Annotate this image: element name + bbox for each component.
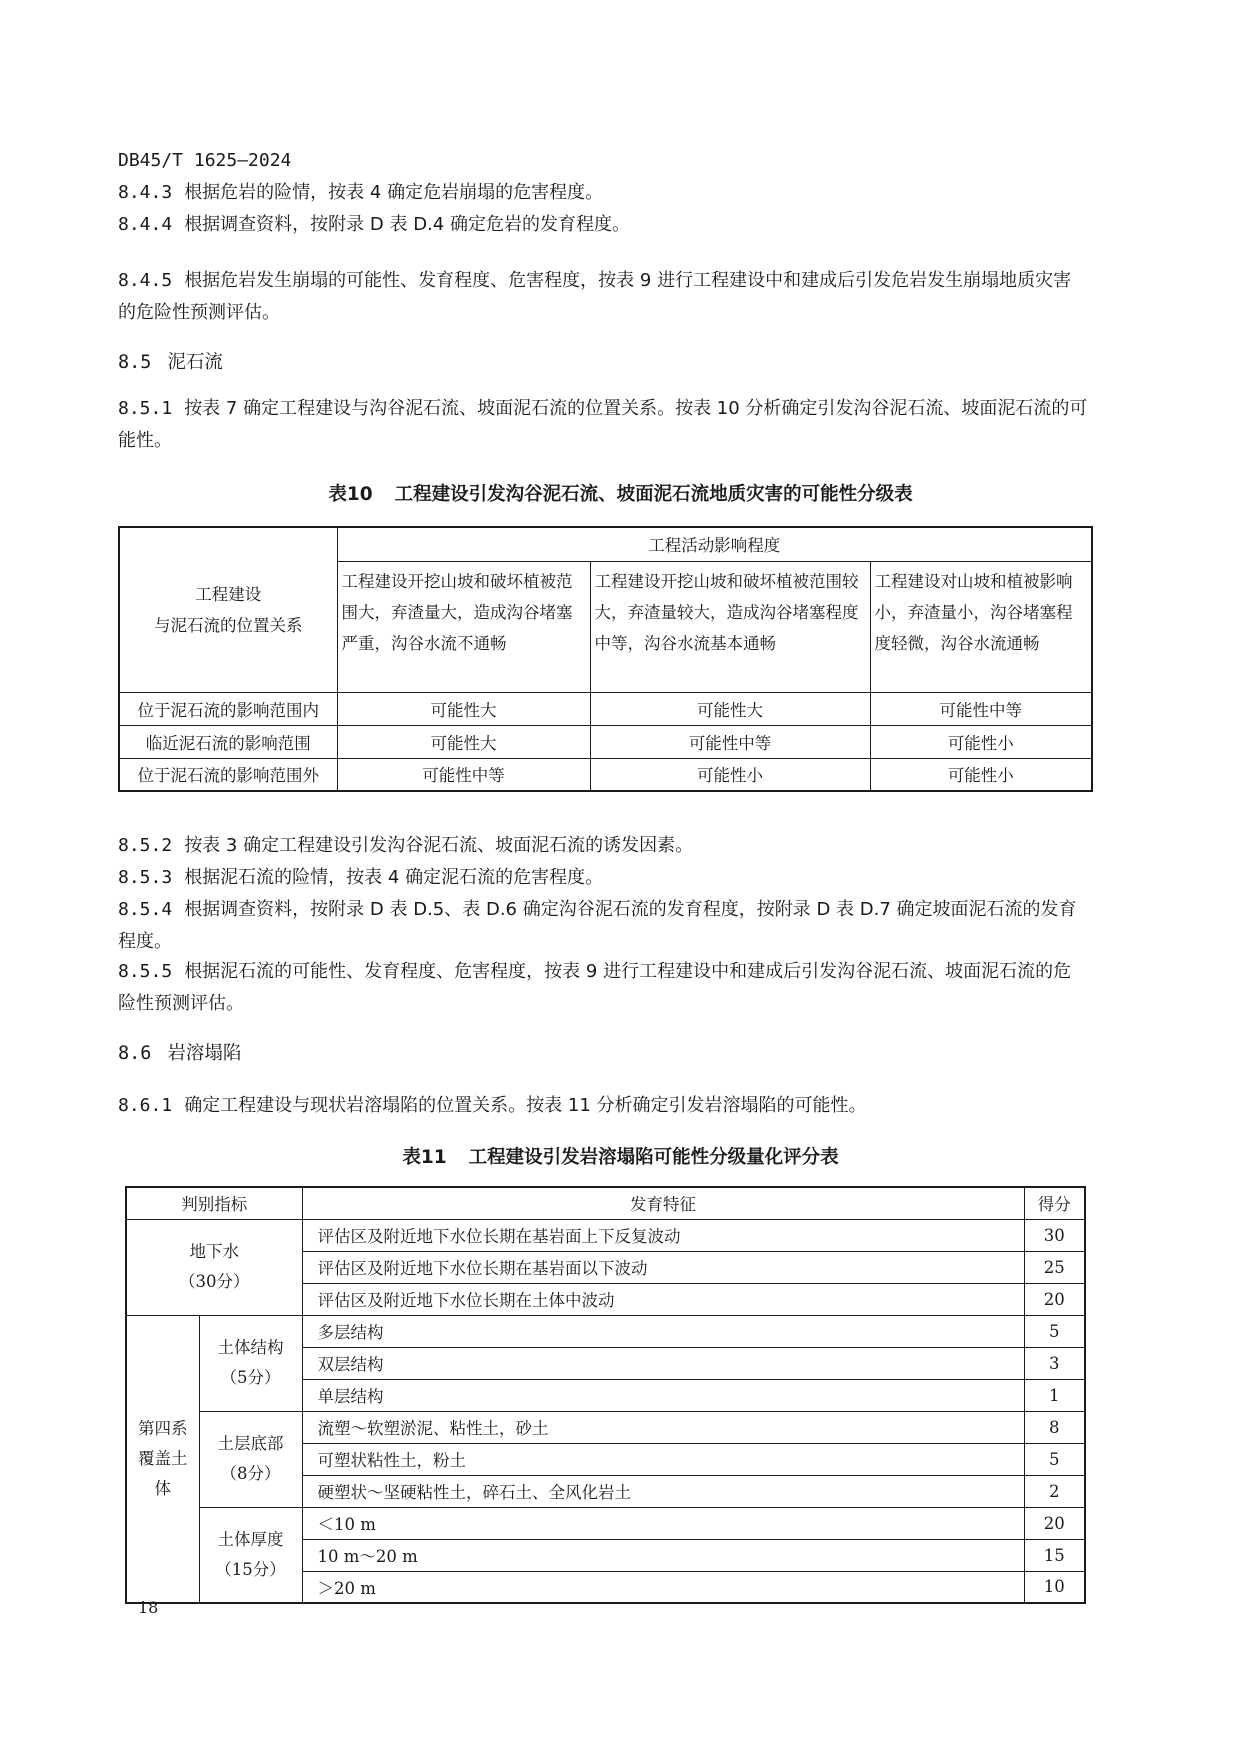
clause-text: 按表 7 确定工程建设与沟谷泥石流、坡面泥石流的位置关系。按表 10 分析确定引发沟谷泥石流、坡面泥石流的可能性。 xyxy=(118,398,1088,451)
row-header-line1: 工程建设 xyxy=(195,584,262,604)
feature-cell: 可塑状粘性土，粉土 xyxy=(302,1443,1024,1475)
para-8-5-3 xyxy=(118,862,1088,894)
feature-cell: 评估区及附近地下水位长期在基岩面上下反复波动 xyxy=(302,1219,1024,1251)
clause-text: 根据调查资料，按附录 D 表 D.5、表 D.6 确定沟谷泥石流的发育程度，按附录 D 表 D.7 确定坡面泥石流的发育程度。 xyxy=(118,899,1077,952)
table-cell: 可能性中等 xyxy=(337,758,590,791)
cover-soil-label xyxy=(126,1315,199,1603)
label-line: （15分） xyxy=(215,1559,286,1579)
label-line: 体 xyxy=(154,1478,171,1498)
para-8-5-2 xyxy=(118,830,1088,862)
clause-number: 8.5.2 xyxy=(118,835,173,856)
feature-cell: 评估区及附近地下水位长期在土体中波动 xyxy=(302,1283,1024,1315)
header-score: 得分 xyxy=(1024,1187,1085,1219)
table-row xyxy=(119,692,1092,725)
table-cell: 可能性大 xyxy=(337,692,590,725)
row-label: 临近泥石流的影响范围 xyxy=(119,725,337,758)
subgroup-label xyxy=(199,1411,302,1507)
clause-text: 确定工程建设与现状岩溶塌陷的位置关系。按表 11 分析确定引发岩溶塌陷的可能性。 xyxy=(184,1095,867,1116)
clause-number: 8.5.1 xyxy=(118,398,173,419)
clause-number: 8.4.4 xyxy=(118,214,173,235)
table-row xyxy=(126,1219,1085,1251)
table-cell: 可能性中等 xyxy=(870,692,1092,725)
table-cell: 可能性大 xyxy=(590,692,870,725)
feature-cell: 流塑～软塑淤泥、粘性土，砂土 xyxy=(302,1411,1024,1443)
score-cell: 15 xyxy=(1024,1539,1085,1571)
group-header: 工程活动影响程度 xyxy=(337,527,1092,561)
caption-number: 表11 xyxy=(402,1147,447,1168)
table-row xyxy=(126,1315,1085,1347)
clause-number: 8.5.5 xyxy=(118,961,173,982)
label-line: 第四系 xyxy=(138,1418,188,1438)
para-8-4-4 xyxy=(118,209,1088,241)
row-header-line2: 与泥石流的位置关系 xyxy=(154,615,303,635)
para-8-5-4 xyxy=(118,894,1088,958)
score-cell: 8 xyxy=(1024,1411,1085,1443)
caption-title: 工程建设引发岩溶塌陷可能性分级量化评分表 xyxy=(468,1147,839,1168)
table-cell: 可能性小 xyxy=(870,725,1092,758)
score-cell: 20 xyxy=(1024,1507,1085,1539)
column-desc-1: 工程建设开挖山坡和破坏植被范围大，弃渣量大，造成沟谷堵塞严重，沟谷水流不通畅 xyxy=(337,561,590,692)
section-heading-8-5 xyxy=(118,347,223,379)
feature-cell: 多层结构 xyxy=(302,1315,1024,1347)
header-indicator: 判别指标 xyxy=(126,1187,302,1219)
table10-caption xyxy=(0,480,1241,506)
caption-number: 表10 xyxy=(328,484,373,505)
clause-text: 根据调查资料，按附录 D 表 D.4 确定危岩的发育程度。 xyxy=(184,214,630,235)
score-cell: 5 xyxy=(1024,1443,1085,1475)
score-cell: 1 xyxy=(1024,1379,1085,1411)
label-line: 土层底部 xyxy=(217,1434,284,1453)
clause-text: 根据泥石流的可能性、发育程度、危害程度，按表 9 进行工程建设中和建成后引发沟谷泥石流、坡面泥石流的危险性预测评估。 xyxy=(118,961,1072,1014)
subgroup-label xyxy=(199,1315,302,1411)
section-number: 8.6 xyxy=(118,1043,152,1064)
table-row xyxy=(126,1507,1085,1539)
para-8-6-1 xyxy=(118,1090,1088,1122)
label-line: 土体厚度 xyxy=(217,1529,284,1549)
feature-cell: 硬塑状～坚硬粘性土，碎石土、全风化岩土 xyxy=(302,1475,1024,1507)
section-title: 泥石流 xyxy=(167,352,223,373)
label-line: （30分） xyxy=(179,1272,250,1291)
label-line: 覆盖土 xyxy=(138,1448,188,1468)
clause-number: 8.4.5 xyxy=(118,270,173,291)
clause-number: 8.5.3 xyxy=(118,867,173,888)
score-cell: 25 xyxy=(1024,1251,1085,1283)
table-row xyxy=(126,1411,1085,1443)
feature-cell: 10 m～20 m xyxy=(302,1539,1024,1571)
clause-text: 根据危岩的险情，按表 4 确定危岩崩塌的危害程度。 xyxy=(184,182,604,203)
table-row xyxy=(119,758,1092,791)
para-8-4-5 xyxy=(118,265,1088,329)
label-line: （5分） xyxy=(220,1368,281,1387)
label-line: （8分） xyxy=(220,1464,281,1483)
section-title: 岩溶塌陷 xyxy=(167,1043,242,1064)
table11-caption xyxy=(0,1143,1241,1169)
groundwater-label xyxy=(126,1219,302,1315)
page-number: 18 xyxy=(138,1598,159,1617)
table-10 xyxy=(118,526,1093,792)
label-line: 地下水 xyxy=(189,1242,239,1261)
row-label: 位于泥石流的影响范围内 xyxy=(119,692,337,725)
document-code: DB45/T 1625—2024 xyxy=(118,150,292,171)
score-cell: 3 xyxy=(1024,1347,1085,1379)
feature-cell: 单层结构 xyxy=(302,1379,1024,1411)
clause-text: 按表 3 确定工程建设引发沟谷泥石流、坡面泥石流的诱发因素。 xyxy=(184,835,694,856)
label-line: 土体结构 xyxy=(217,1338,284,1357)
header-feature: 发育特征 xyxy=(302,1187,1024,1219)
score-cell: 20 xyxy=(1024,1283,1085,1315)
clause-number: 8.5.4 xyxy=(118,899,173,920)
score-cell: 5 xyxy=(1024,1315,1085,1347)
clause-number: 8.6.1 xyxy=(118,1095,173,1116)
table-11 xyxy=(125,1186,1086,1604)
column-desc-2: 工程建设开挖山坡和破坏植被范围较大，弃渣量较大，造成沟谷堵塞程度中等，沟谷水流基本通畅 xyxy=(590,561,870,692)
score-cell: 2 xyxy=(1024,1475,1085,1507)
clause-number: 8.4.3 xyxy=(118,182,173,203)
feature-cell: ＜10 m xyxy=(302,1507,1024,1539)
para-8-5-1 xyxy=(118,393,1088,457)
table-row xyxy=(119,725,1092,758)
subgroup-label xyxy=(199,1507,302,1603)
caption-title: 工程建设引发沟谷泥石流、坡面泥石流地质灾害的可能性分级表 xyxy=(394,484,913,505)
table-cell: 可能性中等 xyxy=(590,725,870,758)
clause-text: 根据危岩发生崩塌的可能性、发育程度、危害程度，按表 9 进行工程建设中和建成后引发危岩发生崩塌地质灾害的危险性预测评估。 xyxy=(118,270,1072,323)
section-heading-8-6 xyxy=(118,1038,241,1070)
para-8-4-3 xyxy=(118,177,1088,209)
feature-cell: 评估区及附近地下水位长期在基岩面以下波动 xyxy=(302,1251,1024,1283)
row-label: 位于泥石流的影响范围外 xyxy=(119,758,337,791)
score-cell: 30 xyxy=(1024,1219,1085,1251)
section-number: 8.5 xyxy=(118,352,152,373)
table-cell: 可能性小 xyxy=(590,758,870,791)
column-desc-3: 工程建设对山坡和植被影响小，弃渣量小，沟谷堵塞程度轻微，沟谷水流通畅 xyxy=(870,561,1092,692)
row-header-cell xyxy=(119,527,337,692)
clause-text: 根据泥石流的险情，按表 4 确定泥石流的危害程度。 xyxy=(184,867,604,888)
score-cell: 10 xyxy=(1024,1571,1085,1603)
para-8-5-5 xyxy=(118,956,1088,1020)
feature-cell: ＞20 m xyxy=(302,1571,1024,1603)
feature-cell: 双层结构 xyxy=(302,1347,1024,1379)
table-header-row xyxy=(126,1187,1085,1219)
table-cell: 可能性小 xyxy=(870,758,1092,791)
table-cell: 可能性大 xyxy=(337,725,590,758)
